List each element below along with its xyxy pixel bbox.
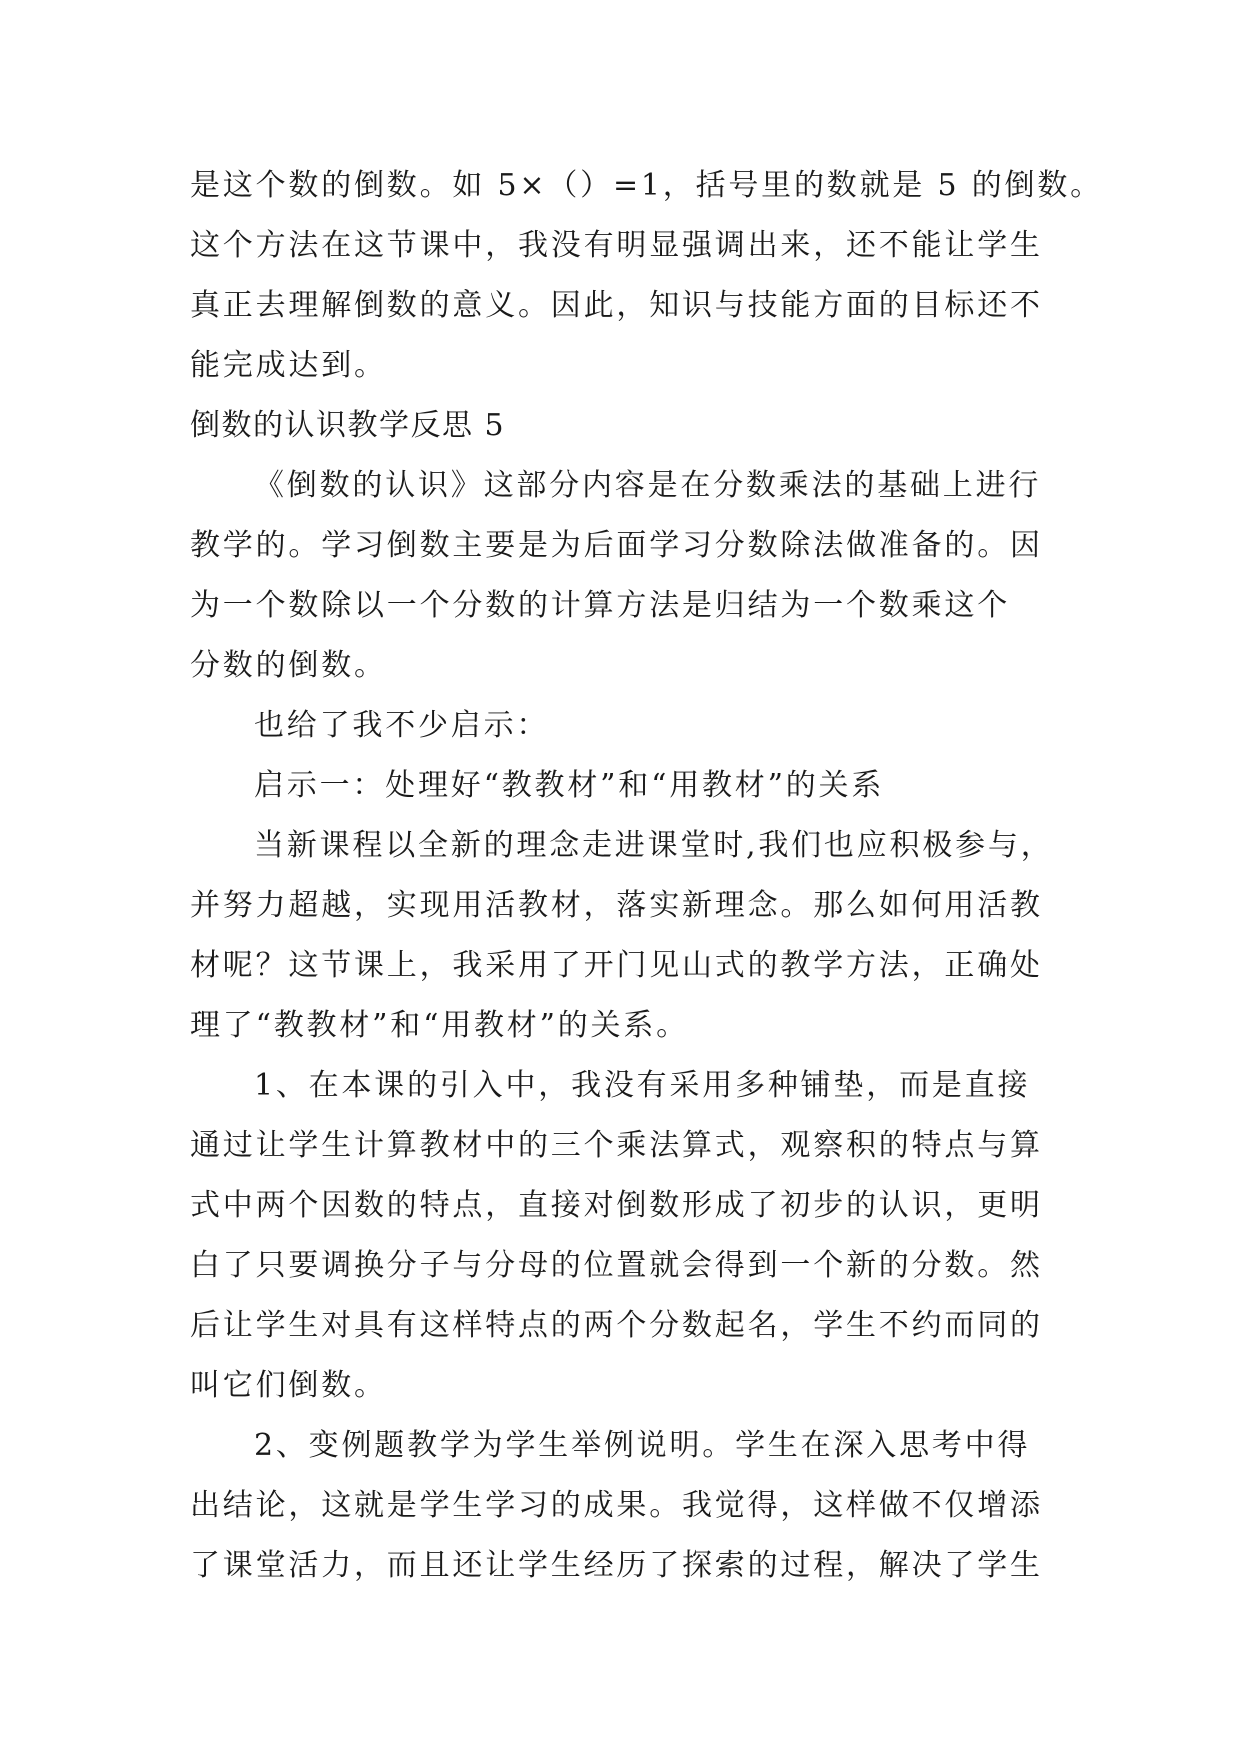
paragraph-start-line: 《倒数的认识》这部分内容是在分数乘法的基础上进行 xyxy=(254,468,1042,503)
body-line: 式中两个因数的特点，直接对倒数形成了初步的认识，更明 xyxy=(190,1188,1043,1223)
body-line: 理了“教教材”和“用教材”的关系。 xyxy=(190,1008,689,1043)
body-line: 这个方法在这节课中，我没有明显强调出来，还不能让学生 xyxy=(190,228,1043,263)
body-line: 为一个数除以一个分数的计算方法是归结为一个数乘这个 xyxy=(190,588,1010,623)
body-line: 后让学生对具有这样特点的两个分数起名，学生不约而同的 xyxy=(190,1308,1043,1343)
body-line: 出结论，这就是学生学习的成果。我觉得，这样做不仅增添 xyxy=(190,1488,1043,1523)
body-line: 白了只要调换分子与分母的位置就会得到一个新的分数。然 xyxy=(190,1248,1043,1283)
body-line: 是这个数的倒数。如 5×（）=1，括号里的数就是 5 的倒数。 xyxy=(190,168,1103,203)
body-line: 叫它们倒数。 xyxy=(190,1368,387,1403)
body-line: 分数的倒数。 xyxy=(190,648,387,683)
body-line: 并努力超越，实现用活教材，落实新理念。那么如何用活教 xyxy=(190,888,1043,923)
section-heading: 倒数的认识教学反思 5 xyxy=(190,408,506,443)
body-line: 能完成达到。 xyxy=(190,348,387,383)
document-body xyxy=(190,156,1103,1596)
body-line: 真正去理解倒数的意义。因此，知识与技能方面的目标还不 xyxy=(190,288,1043,323)
paragraph-start-line: 当新课程以全新的理念走进课堂时,我们也应积极参与， xyxy=(254,828,1054,863)
body-line: 教学的。学习倒数主要是为后面学习分数除法做准备的。因 xyxy=(190,528,1043,563)
body-line: 了课堂活力，而且还让学生经历了探索的过程，解决了学生 xyxy=(190,1548,1043,1583)
body-line: 材呢？这节课上，我采用了开门见山式的教学方法，正确处 xyxy=(190,948,1043,983)
paragraph-start-line: 也给了我不少启示： xyxy=(254,708,550,743)
paragraph-start-line: 1、在本课的引入中，我没有采用多种铺垫，而是直接 xyxy=(254,1068,1031,1103)
paragraph-start-line: 2、变例题教学为学生举例说明。学生在深入思考中得 xyxy=(254,1428,1031,1463)
subheading-line: 启示一：处理好“教教材”和“用教材”的关系 xyxy=(254,768,885,803)
body-line: 通过让学生计算教材中的三个乘法算式，观察积的特点与算 xyxy=(190,1128,1043,1163)
